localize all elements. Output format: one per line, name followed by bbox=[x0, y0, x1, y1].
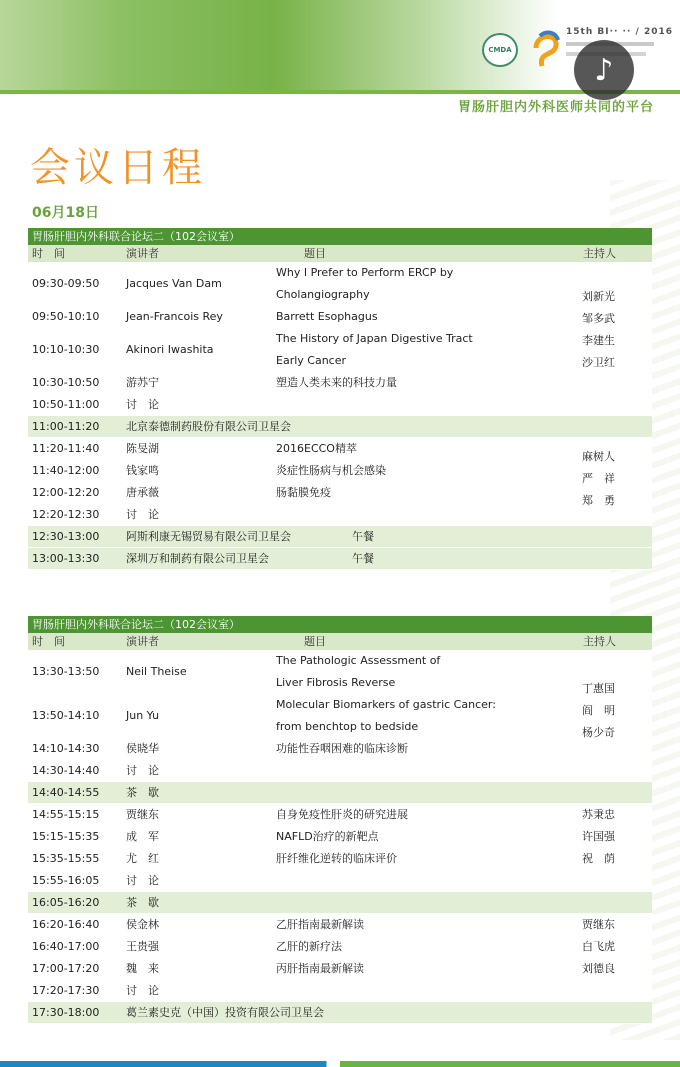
schedule-session-1 bbox=[28, 228, 652, 570]
topic-cell bbox=[276, 738, 408, 760]
topic-line: Barrett Esophagus bbox=[276, 310, 378, 323]
speaker-cell: 游苏宁 bbox=[126, 376, 159, 389]
host-group bbox=[564, 914, 652, 980]
page-title: 会议日程 bbox=[30, 145, 206, 191]
topic-cell bbox=[276, 438, 357, 460]
meal-cell: 午餐 bbox=[352, 530, 374, 543]
table-row bbox=[28, 914, 652, 936]
schedule-session-2 bbox=[28, 616, 652, 1024]
time-cell: 12:30-13:00 bbox=[32, 530, 100, 543]
speaker-cell: 茶 歇 bbox=[126, 786, 159, 799]
time-cell: 11:40-12:00 bbox=[32, 464, 100, 477]
table-row bbox=[28, 482, 652, 504]
host-name: 祝 荫 bbox=[582, 852, 615, 865]
topic-cell bbox=[276, 460, 386, 482]
topic-line: 炎症性肠病与机会感染 bbox=[276, 464, 386, 477]
topic-cell bbox=[276, 804, 408, 826]
speaker-cell: 贾继东 bbox=[126, 808, 159, 821]
time-cell: 14:40-14:55 bbox=[32, 786, 100, 799]
speaker-cell: Jacques Van Dam bbox=[126, 277, 222, 290]
music-note-icon: ♪ bbox=[594, 52, 614, 88]
time-cell: 09:50-10:10 bbox=[32, 310, 100, 323]
host-name: 苏秉忠 bbox=[582, 808, 615, 821]
speaker-cell: 讨 论 bbox=[126, 398, 159, 411]
time-cell: 16:20-16:40 bbox=[32, 918, 100, 931]
speaker-cell: 侯金林 bbox=[126, 918, 159, 931]
topic-cell bbox=[276, 650, 440, 694]
col-host-header: 主持人 bbox=[583, 247, 616, 260]
table-row bbox=[28, 394, 652, 416]
brand-text: 15th BI·· ·· / 2016 bbox=[566, 27, 673, 37]
time-cell: 17:20-17:30 bbox=[32, 984, 100, 997]
table-row bbox=[28, 782, 652, 804]
table-row bbox=[28, 372, 652, 394]
speaker-cell: 魏 来 bbox=[126, 962, 159, 975]
host-name: 丁惠国 bbox=[582, 682, 615, 695]
topic-line: 塑造人类未来的科技力量 bbox=[276, 376, 397, 389]
host-name: 李建生 bbox=[582, 334, 615, 347]
host-name: 郑 勇 bbox=[582, 494, 615, 507]
host-name: 阎 明 bbox=[582, 704, 615, 717]
topic-line: The Pathologic Assessment of bbox=[276, 654, 441, 667]
time-cell: 11:20-11:40 bbox=[32, 442, 100, 455]
speaker-cell: 葛兰素史克（中国）投资有限公司卫星会 bbox=[126, 1006, 324, 1019]
table-row bbox=[28, 936, 652, 958]
table-row bbox=[28, 892, 652, 914]
time-cell: 09:30-09:50 bbox=[32, 277, 100, 290]
topic-line: 功能性吞咽困难的临床诊断 bbox=[276, 742, 408, 755]
time-cell: 17:00-17:20 bbox=[32, 962, 100, 975]
host-name: 沙卫红 bbox=[582, 356, 615, 369]
speaker-cell: 讨 论 bbox=[126, 874, 159, 887]
speaker-cell: Jean-Francois Rey bbox=[126, 310, 223, 323]
host-name: 麻树人 bbox=[582, 450, 615, 463]
table-row bbox=[28, 826, 652, 848]
schedule-table-body bbox=[28, 650, 652, 1024]
time-cell: 17:30-18:00 bbox=[32, 1006, 100, 1019]
speaker-cell: 深圳万和制药有限公司卫星会 bbox=[126, 552, 269, 565]
topic-line: from benchtop to bedside bbox=[276, 720, 419, 733]
host-name: 杨少奇 bbox=[582, 726, 615, 739]
time-cell: 12:20-12:30 bbox=[32, 508, 100, 521]
table-row bbox=[28, 848, 652, 870]
table-row bbox=[28, 650, 652, 694]
speaker-cell: 唐承薇 bbox=[126, 486, 159, 499]
topic-cell bbox=[276, 262, 453, 306]
table-row bbox=[28, 694, 652, 738]
host-name: 刘德良 bbox=[582, 962, 615, 975]
table-row bbox=[28, 262, 652, 306]
footer-bar bbox=[0, 1061, 680, 1067]
topic-line: 乙肝指南最新解读 bbox=[276, 918, 364, 931]
table-row bbox=[28, 328, 652, 372]
topic-cell bbox=[276, 936, 342, 958]
time-cell: 16:40-17:00 bbox=[32, 940, 100, 953]
speaker-cell: 阿斯利康无锡贸易有限公司卫星会 bbox=[126, 530, 291, 543]
host-group bbox=[564, 286, 652, 374]
cmda-logo: CMDA bbox=[482, 33, 518, 67]
time-cell: 12:00-12:20 bbox=[32, 486, 100, 499]
table-row bbox=[28, 438, 652, 460]
topic-line: Molecular Biomarkers of gastric Cancer: bbox=[276, 698, 496, 711]
topic-cell bbox=[276, 694, 496, 738]
topic-cell bbox=[276, 848, 397, 870]
speaker-cell: Akinori Iwashita bbox=[126, 343, 214, 356]
time-cell: 14:10-14:30 bbox=[32, 742, 100, 755]
time-cell: 14:55-15:15 bbox=[32, 808, 100, 821]
col-host-header: 主持人 bbox=[583, 635, 616, 648]
topic-cell bbox=[276, 482, 331, 504]
time-cell: 10:50-11:00 bbox=[32, 398, 100, 411]
time-cell: 11:00-11:20 bbox=[32, 420, 100, 433]
topic-line: 2016ECCO精萃 bbox=[276, 442, 357, 455]
table-row bbox=[28, 870, 652, 892]
host-name: 许国强 bbox=[582, 830, 615, 843]
topic-cell bbox=[276, 372, 397, 394]
speaker-cell: Neil Theise bbox=[126, 665, 187, 678]
time-cell: 15:35-15:55 bbox=[32, 852, 100, 865]
time-cell: 15:15-15:35 bbox=[32, 830, 100, 843]
speaker-cell: 茶 歇 bbox=[126, 896, 159, 909]
table-row bbox=[28, 958, 652, 980]
speaker-cell: 钱家鸣 bbox=[126, 464, 159, 477]
speaker-cell: 王贵强 bbox=[126, 940, 159, 953]
schedule-table-body bbox=[28, 262, 652, 570]
topic-line: NAFLD治疗的新靶点 bbox=[276, 830, 379, 843]
table-row bbox=[28, 760, 652, 782]
topic-line: Liver Fibrosis Reverse bbox=[276, 676, 396, 689]
host-group bbox=[564, 678, 652, 744]
topic-line: 肠黏膜免疫 bbox=[276, 486, 331, 499]
speaker-cell: 讨 论 bbox=[126, 508, 159, 521]
bisp-logo bbox=[532, 26, 562, 70]
topic-line: Early Cancer bbox=[276, 354, 347, 367]
host-name: 贾继东 bbox=[582, 918, 615, 931]
table-row bbox=[28, 416, 652, 438]
topic-line: 肝纤维化逆转的临床评价 bbox=[276, 852, 397, 865]
speaker-cell: 尤 红 bbox=[126, 852, 159, 865]
table-row bbox=[28, 548, 652, 570]
topic-line: 自身免疫性肝炎的研究进展 bbox=[276, 808, 408, 821]
topic-line: 乙肝的新疗法 bbox=[276, 940, 342, 953]
column-header bbox=[28, 245, 652, 262]
slogan: 胃肠肝胆内外科医师共同的平台 bbox=[457, 100, 654, 115]
meal-cell: 午餐 bbox=[352, 552, 374, 565]
speaker-cell: 北京泰德制药股份有限公司卫星会 bbox=[126, 420, 291, 433]
topic-line: Why I Prefer to Perform ERCP by bbox=[276, 266, 454, 279]
topic-cell bbox=[276, 914, 364, 936]
table-row bbox=[28, 504, 652, 526]
topic-line: 丙肝指南最新解读 bbox=[276, 962, 364, 975]
host-name: 白飞虎 bbox=[582, 940, 615, 953]
table-row bbox=[28, 526, 652, 548]
time-cell: 15:55-16:05 bbox=[32, 874, 100, 887]
host-name: 邹多武 bbox=[582, 312, 615, 325]
host-group bbox=[564, 446, 652, 512]
topic-cell bbox=[276, 306, 378, 328]
speaker-cell: 讨 论 bbox=[126, 984, 159, 997]
speaker-cell: Jun Yu bbox=[126, 709, 160, 722]
time-cell: 13:30-13:50 bbox=[32, 665, 100, 678]
table-row bbox=[28, 738, 652, 760]
topic-line: Cholangiography bbox=[276, 288, 370, 301]
col-time-header: 时 间 bbox=[32, 247, 65, 260]
topic-line: The History of Japan Digestive Tract bbox=[276, 332, 473, 345]
date-label: 06月18日 bbox=[32, 205, 99, 221]
time-cell: 13:50-14:10 bbox=[32, 709, 100, 722]
topic-cell bbox=[276, 826, 379, 848]
col-speaker-header: 演讲者 bbox=[126, 247, 159, 260]
speaker-cell: 讨 论 bbox=[126, 764, 159, 777]
host-name: 严 祥 bbox=[582, 472, 615, 485]
host-group bbox=[564, 804, 652, 870]
table-row bbox=[28, 1002, 652, 1024]
table-row bbox=[28, 460, 652, 482]
speaker-cell: 成 军 bbox=[126, 830, 159, 843]
topic-cell bbox=[276, 958, 364, 980]
time-cell: 16:05-16:20 bbox=[32, 896, 100, 909]
header-stripe bbox=[0, 90, 680, 94]
time-cell: 10:10-10:30 bbox=[32, 343, 100, 356]
time-cell: 10:30-10:50 bbox=[32, 376, 100, 389]
table-row bbox=[28, 980, 652, 1002]
column-header bbox=[28, 633, 652, 650]
host-name: 刘新光 bbox=[582, 290, 615, 303]
col-topic-header: 题目 bbox=[304, 247, 326, 260]
speaker-cell: 陈旻湖 bbox=[126, 442, 159, 455]
col-topic-header: 题目 bbox=[304, 635, 326, 648]
time-cell: 13:00-13:30 bbox=[32, 552, 100, 565]
topic-cell bbox=[276, 328, 473, 372]
col-speaker-header: 演讲者 bbox=[126, 635, 159, 648]
music-toggle-button[interactable] bbox=[574, 40, 634, 100]
col-time-header: 时 间 bbox=[32, 635, 65, 648]
session-title: 胃肠肝胆内外科联合论坛二（102会议室） bbox=[28, 616, 652, 633]
time-cell: 14:30-14:40 bbox=[32, 764, 100, 777]
table-row bbox=[28, 306, 652, 328]
table-row bbox=[28, 804, 652, 826]
session-title: 胃肠肝胆内外科联合论坛二（102会议室） bbox=[28, 228, 652, 245]
speaker-cell: 侯晓华 bbox=[126, 742, 159, 755]
